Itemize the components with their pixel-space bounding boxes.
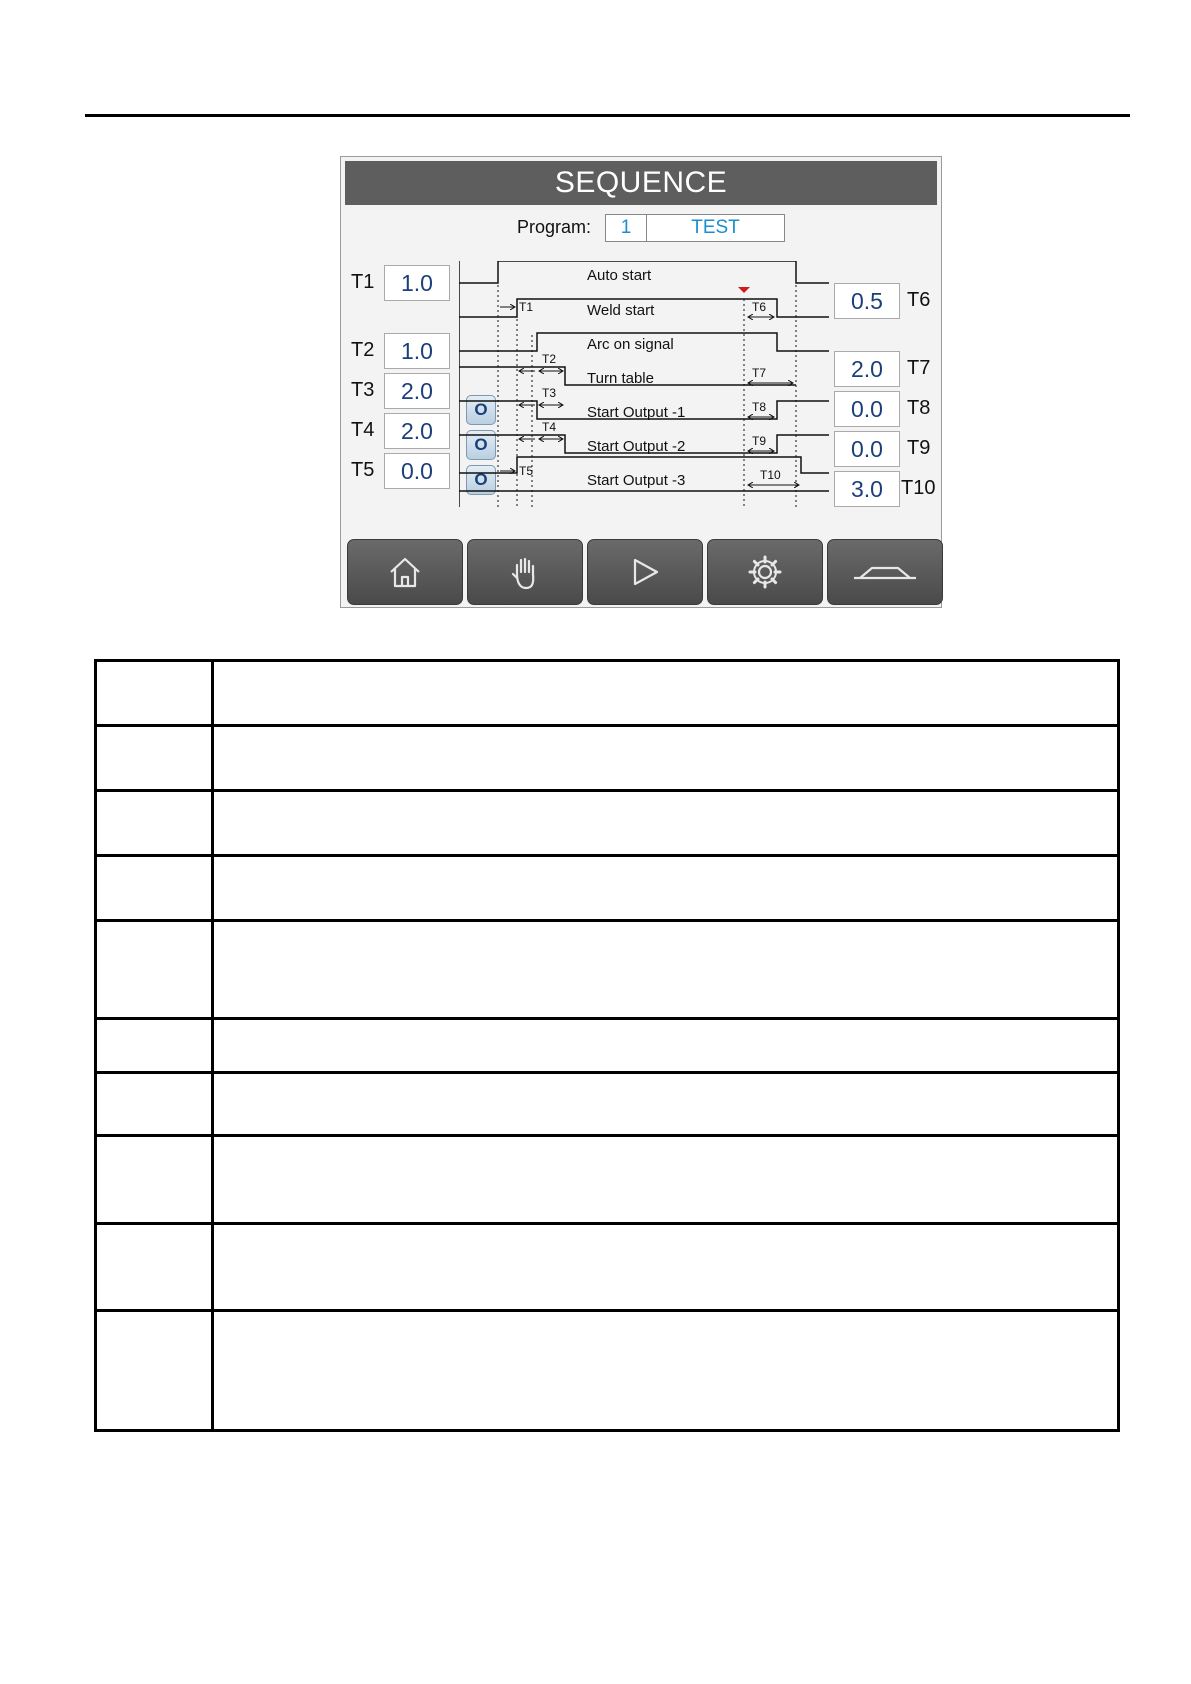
gear-icon [745,552,785,592]
signal-turn-table: Turn table [587,370,654,387]
program-label: Program: [517,217,592,237]
output-3-toggle-button[interactable]: O [466,465,496,495]
program-name-field[interactable]: TEST [646,214,785,242]
signal-start-output-2: Start Output -2 [587,438,686,455]
t6-label: T6 [907,289,931,311]
output-1-toggle-button[interactable]: O [466,395,496,425]
timing-diagram [459,261,829,511]
header-rule [85,114,1130,117]
t7-value-field[interactable]: 2.0 [834,351,900,387]
t1-value-field[interactable]: 1.0 [384,265,450,301]
t5-value-field[interactable]: 0.0 [384,453,450,489]
tag-t3: T3 [542,386,557,400]
table-row [96,1136,1119,1223]
t9-label: T9 [907,437,931,459]
t5-label: T5 [351,459,375,481]
table-row [96,921,1119,1019]
table-row [96,1018,1119,1073]
hand-icon [505,552,545,592]
t3-value-field[interactable]: 2.0 [384,373,450,409]
tag-t6: T6 [752,300,767,314]
table-row [96,726,1119,791]
table-row [96,1311,1119,1431]
t8-label: T8 [907,397,931,419]
t4-label: T4 [351,419,375,441]
table-row [96,1073,1119,1136]
t2-label: T2 [351,339,375,361]
t7-label: T7 [907,357,931,379]
t6-value-field[interactable]: 0.5 [834,283,900,319]
signal-weld-start: Weld start [587,302,655,319]
cursor-marker-icon [738,287,750,293]
program-number-field[interactable]: 1 [605,214,647,242]
t8-value-field[interactable]: 0.0 [834,391,900,427]
t4-value-field[interactable]: 2.0 [384,413,450,449]
settings-button[interactable] [707,539,823,605]
play-icon [625,552,665,592]
sequence-screen [340,156,942,608]
signal-arc-on: Arc on signal [587,336,674,353]
tag-t8: T8 [752,400,767,414]
table-row [96,1223,1119,1310]
table-row [96,661,1119,726]
tag-t10: T10 [760,468,781,482]
weld-bead-icon [852,552,918,592]
t9-value-field[interactable]: 0.0 [834,431,900,467]
output-2-toggle-button[interactable]: O [466,430,496,460]
home-icon [385,552,425,592]
tag-t4: T4 [542,420,557,434]
t3-label: T3 [351,379,375,401]
home-button[interactable] [347,539,463,605]
signal-start-output-3: Start Output -3 [587,472,686,489]
signal-start-output-1: Start Output -1 [587,404,686,421]
weld-parameters-button[interactable] [827,539,943,605]
table-row [96,791,1119,856]
t2-value-field[interactable]: 1.0 [384,333,450,369]
manual-button[interactable] [467,539,583,605]
t10-label: T10 [901,477,936,499]
screen-title: SEQUENCE [345,161,937,205]
tag-t2: T2 [542,352,557,366]
description-table [94,659,1120,1432]
tag-t7: T7 [752,366,767,380]
tag-t1: T1 [519,300,534,314]
t10-value-field[interactable]: 3.0 [834,471,900,507]
t1-label: T1 [351,271,375,293]
tag-t5: T5 [519,464,534,478]
tag-t9: T9 [752,434,767,448]
table-row [96,856,1119,921]
signal-auto-start: Auto start [587,267,652,284]
run-button[interactable] [587,539,703,605]
